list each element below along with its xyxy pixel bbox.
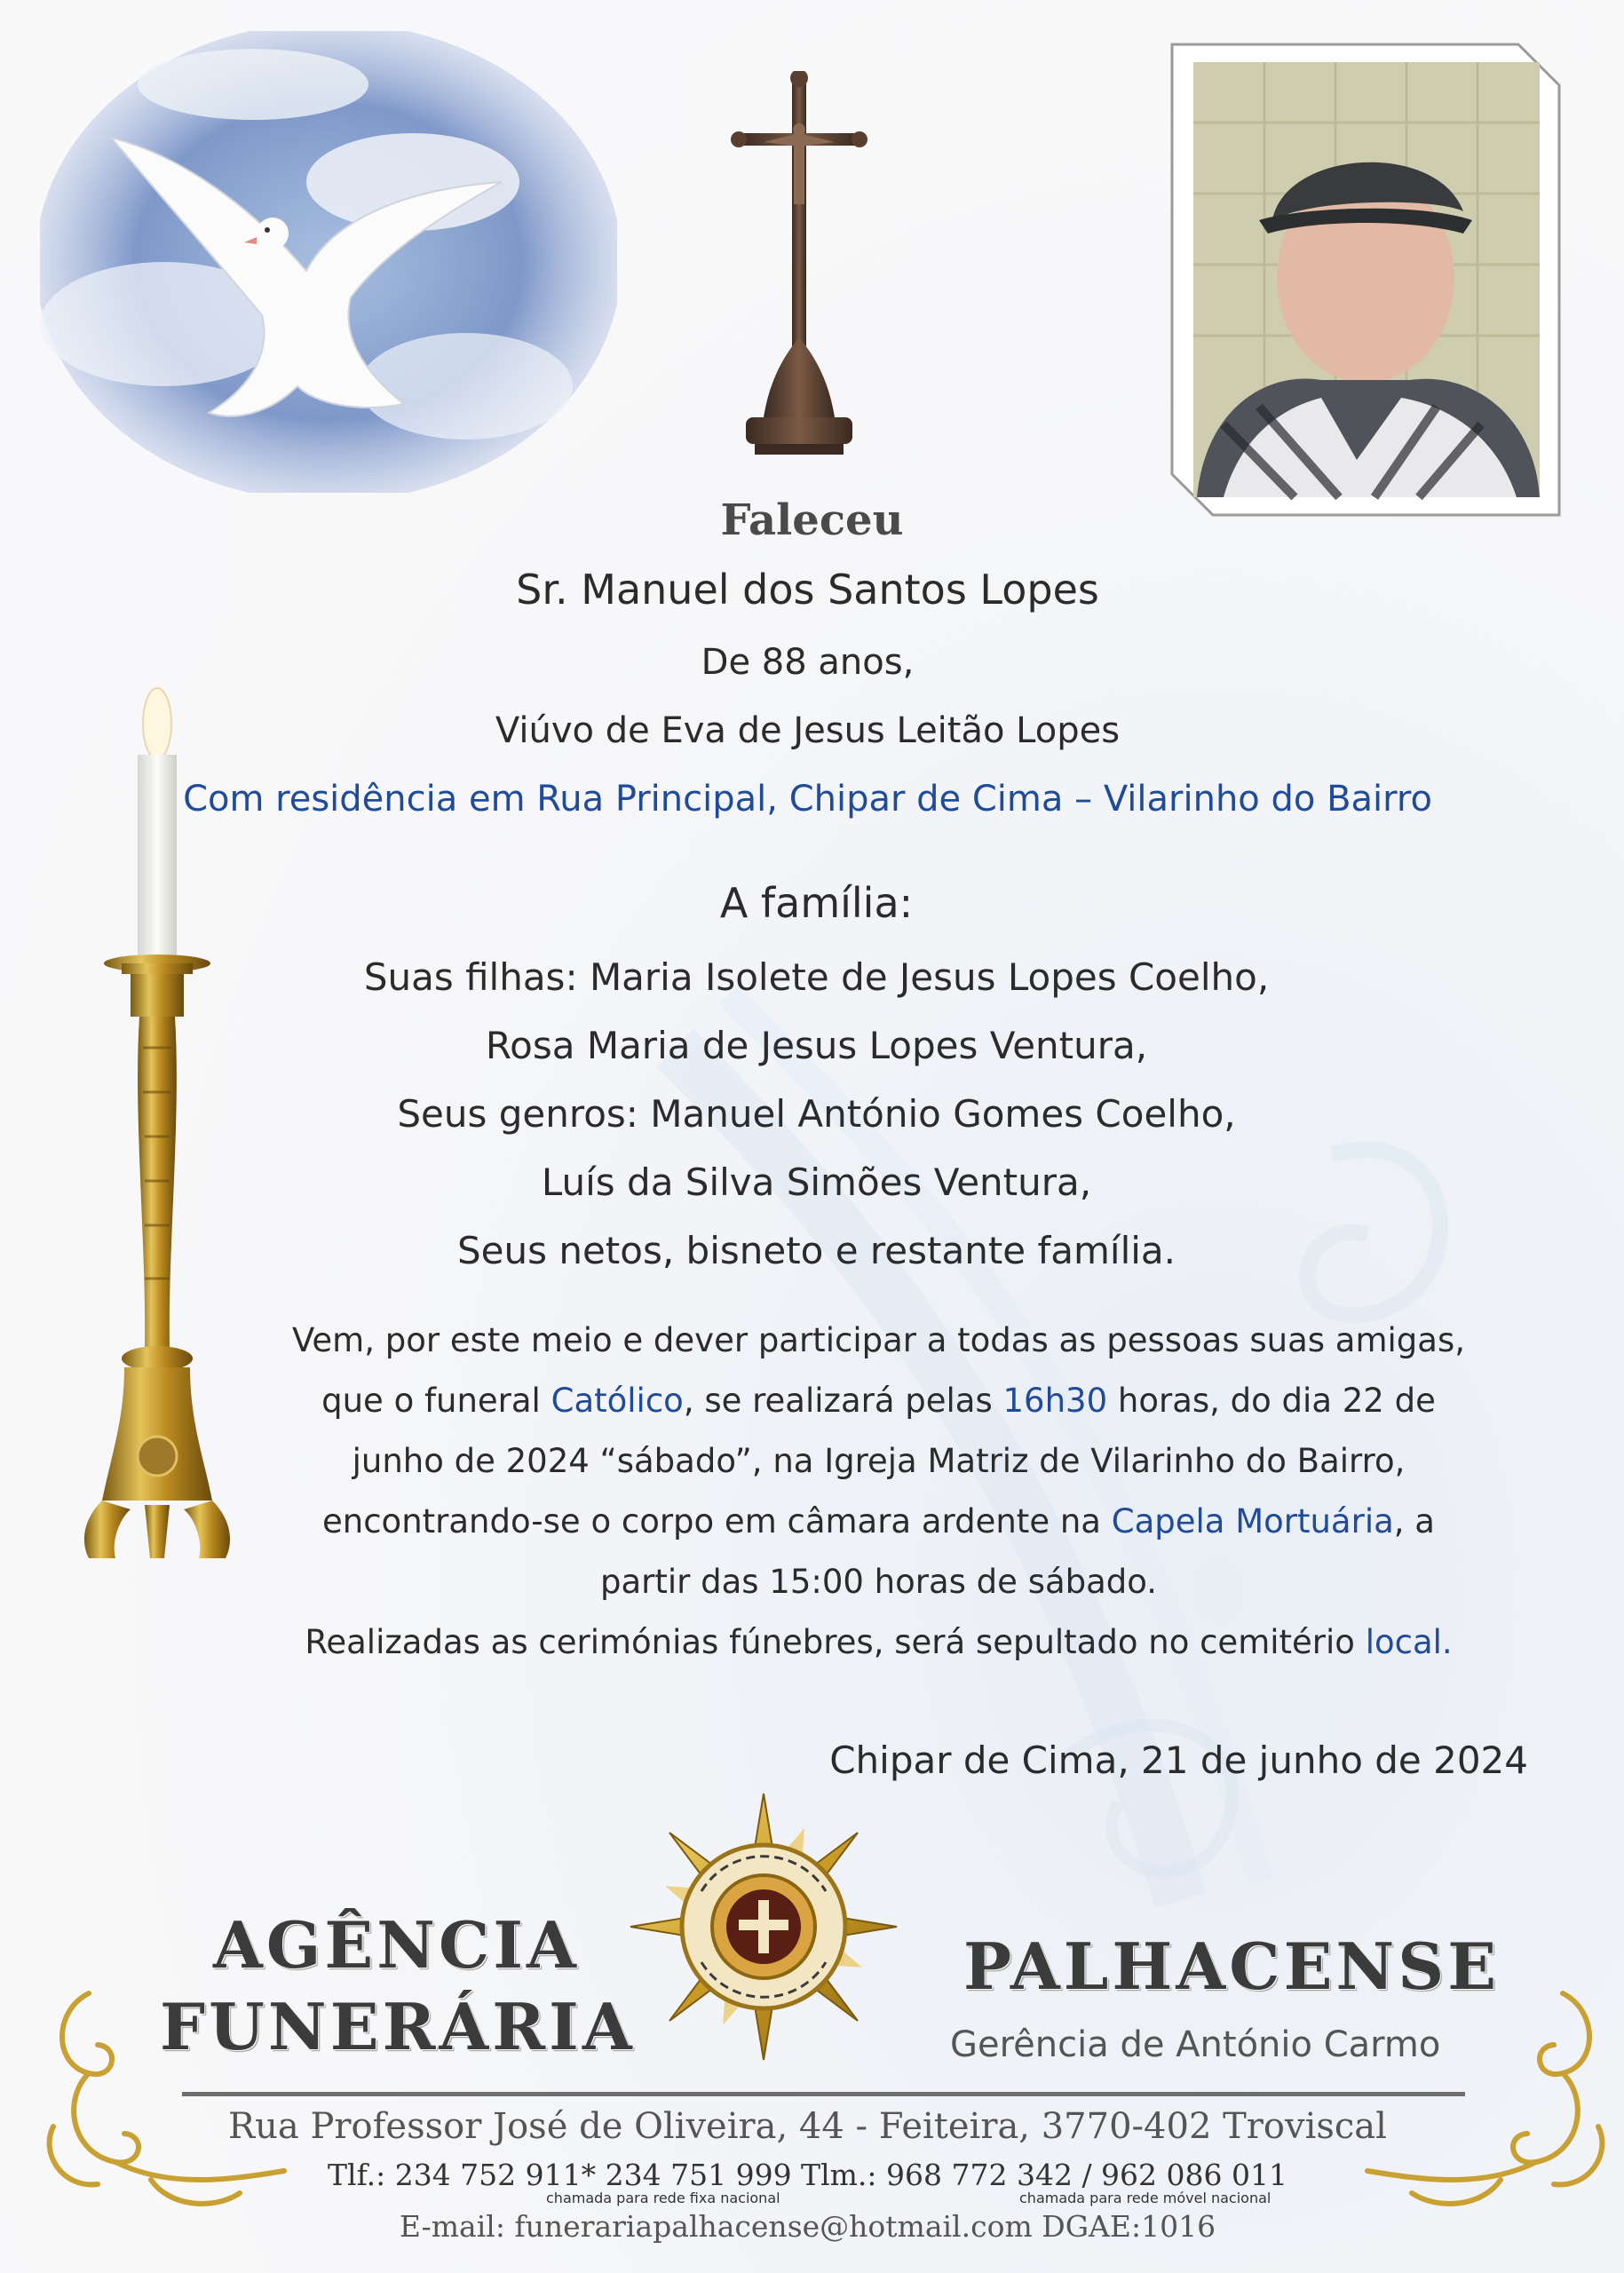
agency-address: Rua Professor José de Oliveira, 44 - Feiteira, 3770-402 Troviscal [228, 2106, 1387, 2147]
text-fragment: , se realizará pelas [683, 1382, 1003, 1420]
announcement-line-3: junho de 2024 “sábado”, na Igreja Matriz de Vilarinho do Bairro, [352, 1442, 1406, 1480]
residence-line: Com residência em Rua Principal, Chipar de Cima – Vilarinho do Bairro [183, 779, 1432, 820]
heading-faleceu: Faleceu [720, 495, 904, 545]
text-fragment: que o funeral [321, 1382, 551, 1420]
announcement-line-5: partir das 15:00 horas de sábado. [599, 1563, 1158, 1601]
place-date: Chipar de Cima, 21 de junho de 2024 [829, 1738, 1528, 1782]
footer-divider [182, 2092, 1465, 2096]
funeral-time: 16h30 [1002, 1382, 1108, 1420]
agency-seal [613, 1789, 915, 2064]
note-fixed-line: chamada para rede fixa nacional [546, 2190, 780, 2206]
agency-word-agencia: AGÊNCIA [213, 1907, 580, 1983]
announcement-line-2 [67, 1382, 1624, 1420]
deceased-age: De 88 anos, [701, 642, 915, 683]
announcement-line-4 [67, 1502, 1624, 1540]
funeral-type: Católico [551, 1382, 684, 1420]
agency-word-palhacense: PALHACENSE [963, 1928, 1501, 2004]
announcement-line-1: Vem, por este meio e dever participar a todas as pessoas suas amigas, [291, 1321, 1465, 1359]
text-fragment: , a [1393, 1502, 1435, 1540]
family-line-4: Luís da Silva Simões Ventura, [541, 1160, 1092, 1204]
crucifix-image [728, 71, 870, 466]
announcement-line-6 [67, 1623, 1624, 1661]
family-line-1: Suas filhas: Maria Isolete de Jesus Lopes Coelho, [363, 955, 1270, 999]
family-heading: A família: [719, 879, 914, 927]
family-line-5: Seus netos, bisneto e restante família. [456, 1229, 1176, 1272]
chapel-name: Capela Mortuária [1111, 1502, 1394, 1540]
agency-email-line: E-mail: funerariapalhacense@hotmail.com DGAE:1016 [399, 2209, 1216, 2244]
note-mobile-line: chamada para rede móvel nacional [1019, 2190, 1271, 2206]
agency-phones: Tlf.: 234 752 911* 234 751 999 Tlm.: 968 772 342 / 962 086 011 [328, 2158, 1287, 2192]
text-fragment: encontrando-se o corpo em câmara ardente na [322, 1502, 1112, 1540]
agency-word-funeraria: FUNERÁRIA [160, 1989, 636, 2064]
dove-image [40, 31, 617, 493]
cemetery-location: local. [1365, 1623, 1453, 1661]
widower-line: Viúvo de Eva de Jesus Leitão Lopes [495, 710, 1121, 751]
agency-management: Gerência de António Carmo [950, 2024, 1441, 2065]
text-fragment: horas, do dia 22 de [1107, 1382, 1436, 1420]
portrait-photo [1170, 43, 1561, 518]
deceased-name: Sr. Manuel dos Santos Lopes [516, 566, 1099, 614]
family-line-3: Seus genros: Manuel António Gomes Coelho, [397, 1092, 1236, 1136]
family-line-2: Rosa Maria de Jesus Lopes Ventura, [485, 1024, 1148, 1067]
text-fragment: Realizadas as cerimónias fúnebres, será sepultado no cemitério [305, 1623, 1366, 1661]
